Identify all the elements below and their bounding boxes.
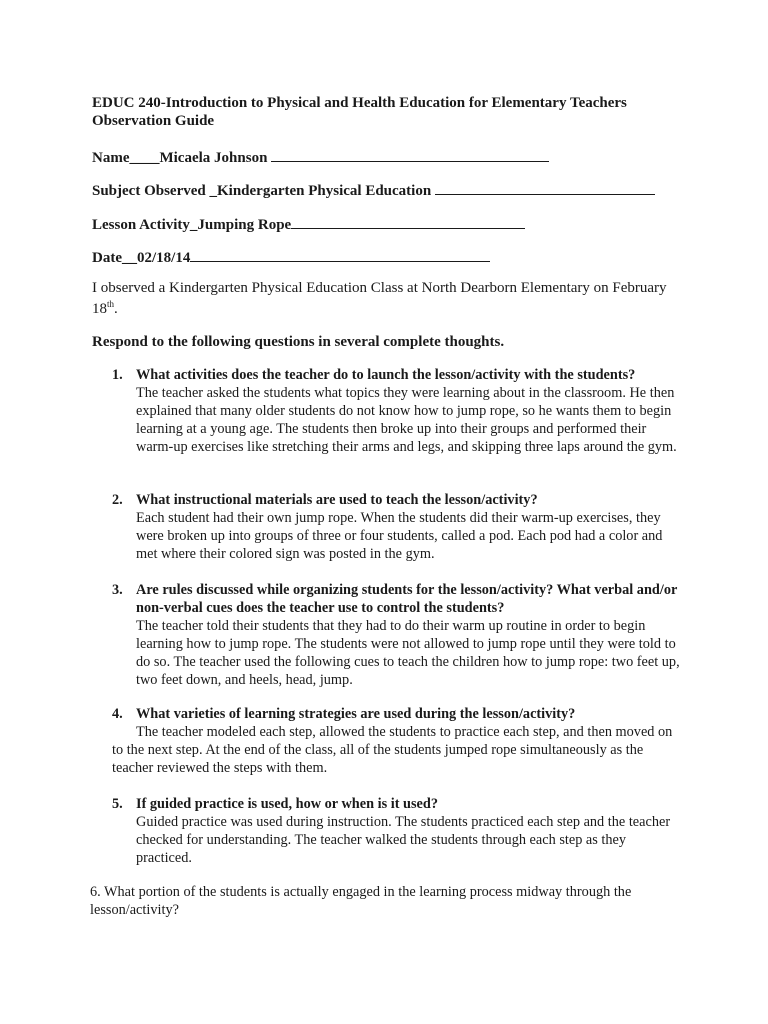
- intro-superscript: th: [107, 299, 115, 309]
- date-blank-line: [190, 246, 490, 262]
- question-number: 1.: [112, 367, 123, 383]
- answer-text: The teacher modeled each step, allowed the students to practice each step, and then moved on to the next step. At the end of the class, all of the students jumped rope simultaneously as the teacher reviewed the steps with them.: [112, 724, 673, 776]
- question-text: If guided practice is used, how or when is it used?: [136, 796, 438, 812]
- title-line-1: EDUC 240-Introduction to Physical and Health Education for Elementary Teachers: [92, 95, 627, 111]
- intro-paragraph: [92, 278, 682, 320]
- document-title: [92, 94, 712, 130]
- subject-field: [92, 179, 655, 200]
- intro-text: I observed a Kindergarten Physical Education Class at North Dearborn Elementary on February 18: [92, 280, 667, 317]
- question-number: 3.: [112, 582, 123, 598]
- subject-blank-line: [435, 179, 655, 195]
- date-label: Date__02/18/14: [92, 250, 191, 266]
- answer-text: Each student had their own jump rope. When the students did their warm-up exercises, they were broken up into groups of three or four students, called a pod. Each pod had a color and met where their colored sign was posted in the gym.: [136, 510, 663, 562]
- name-blank-line: [271, 146, 549, 162]
- question-text: What instructional materials are used to teach the lesson/activity?: [136, 492, 538, 508]
- name-field: [92, 146, 549, 167]
- subject-label: Subject Observed _Kindergarten Physical Education: [92, 183, 432, 199]
- activity-field: [92, 213, 525, 234]
- title-line-2: Observation Guide: [92, 113, 215, 129]
- answer-text: The teacher told their students that they had to do their warm up routine in order to begin learning how to jump rope. The students were not allowed to jump rope until they were told to do so. The teacher used the following cues to teach the children how to jump rope: two feet up, two feet down, and heels, head, jump.: [136, 618, 680, 688]
- answer-text: Guided practice was used during instruction. The students practiced each step and the teacher checked for understanding. The teacher walked the students through each step as they practiced.: [136, 814, 671, 866]
- question-text: What varieties of learning strategies are used during the lesson/activity?: [136, 706, 576, 722]
- question-number: 5.: [112, 796, 123, 812]
- instruction-heading: Respond to the following questions in several complete thoughts.: [92, 334, 505, 350]
- question-block-3: [112, 581, 680, 689]
- question-block-1: [112, 366, 680, 456]
- intro-end: .: [114, 301, 118, 317]
- answer-text: The teacher asked the students what topics they were learning about in the classroom. He then explained that many older students do not know how to jump rope, so he wants them to begin learning at a young age. The students then broke up into their groups and performed their warm-up exercises like stretching their arms and legs, and skipping three laps around the gym.: [136, 385, 677, 455]
- question-number: 2.: [112, 492, 123, 508]
- question-block-5: [112, 795, 680, 867]
- name-label: Name____Micaela Johnson: [92, 150, 268, 166]
- activity-blank-line: [291, 213, 525, 229]
- question-block-2: [112, 491, 680, 563]
- question-number: 4.: [112, 706, 123, 722]
- question-6-text: 6. What portion of the students is actually engaged in the learning process midway through the lesson/activity?: [90, 884, 632, 918]
- activity-label: Lesson Activity_Jumping Rope: [92, 217, 292, 233]
- date-field: [92, 246, 490, 267]
- question-text: Are rules discussed while organizing students for the lesson/activity? What verbal and/or non-verbal cues does the teacher use to control the students?: [136, 582, 678, 616]
- question-block-4: [112, 705, 680, 777]
- question-text: What activities does the teacher do to launch the lesson/activity with the students?: [136, 367, 636, 383]
